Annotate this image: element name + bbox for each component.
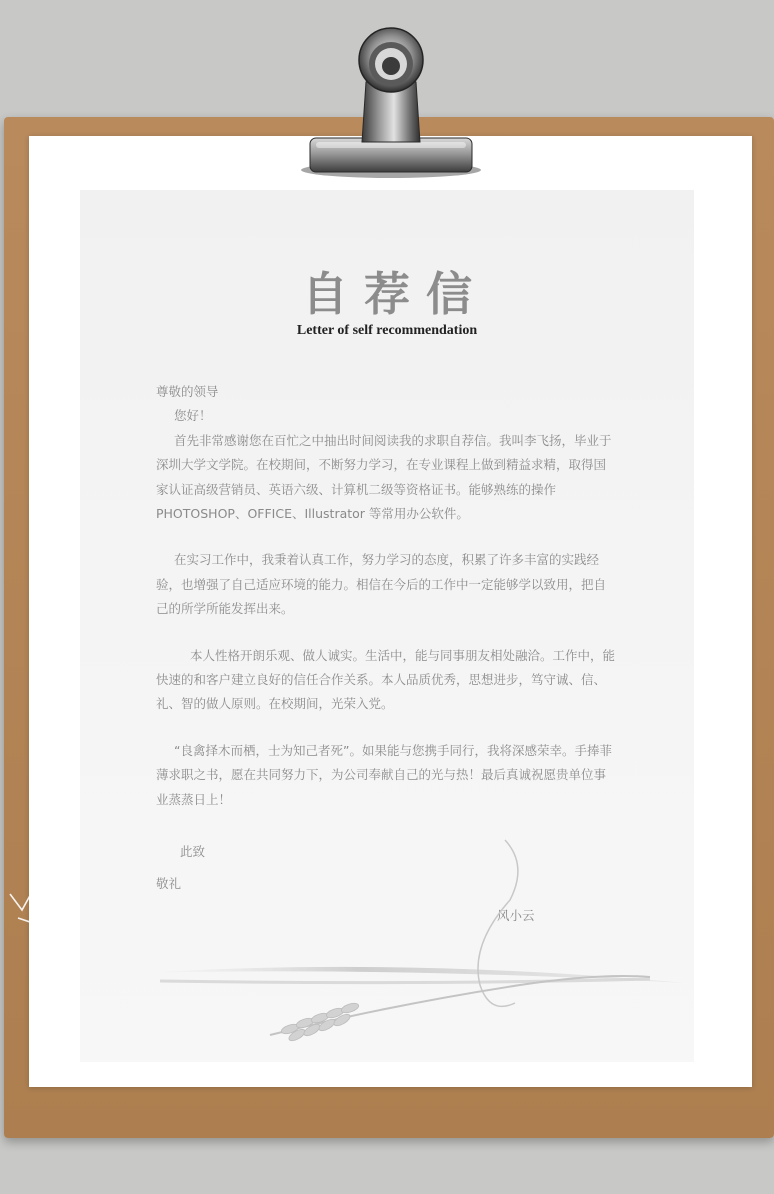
binder-clip-icon [296,20,486,180]
wheat-stalk-icon [130,835,694,1060]
letter-subtitle: Letter of self recommendation [296,323,478,338]
paragraph-personality: 本人性格开朗乐观、做人诚实。生活中，能与同事朋友相处融洽。工作中，能快速的和客户建立良好的信任合作关系。本人品质优秀，思想进步，笃守诚、信、礼、智的做人原则。在校期间，光荣入党。 [156,647,616,712]
greeting: 您好！ [174,408,212,424]
paragraph-closing: “良禽择木而栖，士为知己者死”。如果能与您携手同行，我将深感荣幸。手捧菲薄求职之书，愿在共同努力下，为公司奉献自己的光与热！最后真诚祝愿贵单位事业蒸蒸日上！ [156,742,612,807]
salutation: 尊敬的领导 [156,384,219,399]
letter-title: 自荐信 [302,267,488,321]
watermark-icon [6,880,76,930]
paragraph-intro: 首先非常感谢您在百忙之中抽出时间阅读我的求职自荐信。我叫李飞扬，毕业于深圳大学文学院。在校期间，不断努力学习，在专业课程上做到精益求精，取得国家认证高级营销员、英语六级、计算机二级等资格证书。能够熟练的操作 PHOTOSHOP、OFFICE、Illustrator 等常用办公软件。 [156,432,612,522]
letter-body [156,380,618,812]
closing-line-1: 此致 [180,844,206,859]
closing-line-2: 敬礼 [156,876,182,891]
paragraph-internship: 在实习工作中，我秉着认真工作，努力学习的态度，积累了许多丰富的实践经验，也增强了自己适应环境的能力。相信在今后的工作中一定能够学以致用，把自己的所学所能发挥出来。 [156,552,607,617]
signature: 风小云 [497,908,535,923]
